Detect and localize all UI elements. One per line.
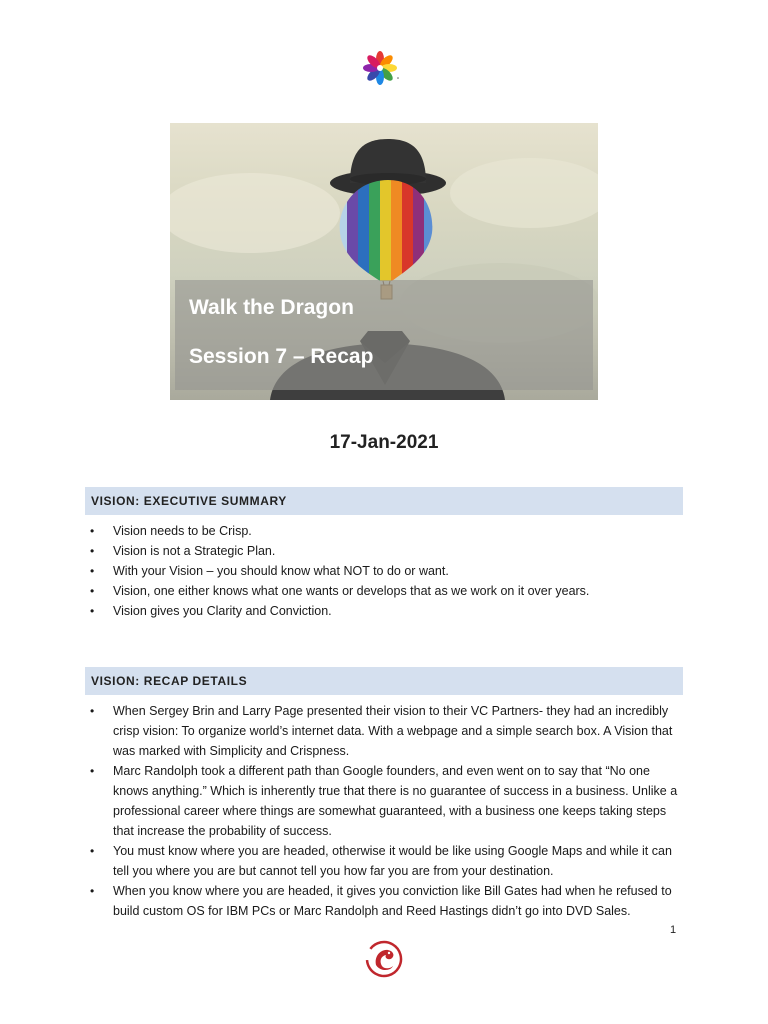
flower-logo-icon (362, 50, 402, 86)
list-item: • When Sergey Brin and Larry Page presented their vision to their VC Partners- they had an incredibly crisp vision: To organize world’s internet data. With a webpage and a simple search box. A Vision that was marked with Simplicity and Crispness. (88, 701, 678, 761)
hero-title: Walk the Dragon (189, 296, 354, 319)
recap-details-list (88, 701, 678, 921)
list-item: • When you know where you are headed, it gives you conviction like Bill Gates had when he refused to build custom OS for IBM PCs or Marc Randolph and Reed Hastings didn’t go into DVD Sales. (88, 881, 678, 921)
list-item: • Vision is not a Strategic Plan. (88, 541, 678, 561)
page-number: 1 (670, 924, 677, 936)
list-item: • Vision gives you Clarity and Conviction. (88, 601, 678, 621)
list-item: • Vision needs to be Crisp. (88, 521, 678, 541)
dragon-logo-icon (364, 939, 404, 979)
list-item: • Vision, one either knows what one wants or develops that as we work on it over years. (88, 581, 678, 601)
section-header-executive-summary: VISION: EXECUTIVE SUMMARY (85, 487, 683, 515)
executive-summary-list (88, 521, 678, 621)
list-item: • With your Vision – you should know what NOT to do or want. (88, 561, 678, 581)
hero-text-overlay (175, 280, 593, 390)
list-item: • Marc Randolph took a different path than Google founders, and even went on to say that “No one knows anything.” Which is inherently true that there is no guarantee of success in a business. Unlike a professional career where things are somewhat guaranteed, with a business one keeps taking steps that increase the probability of success. (88, 761, 678, 841)
hero-banner (170, 123, 598, 400)
document-date: 17-Jan-2021 (329, 432, 439, 453)
section-header-recap-details: VISION: RECAP DETAILS (85, 667, 683, 695)
hero-subtitle: Session 7 – Recap (189, 345, 374, 368)
list-item: • You must know where you are headed, otherwise it would be like using Google Maps and while it can tell you where you are but cannot tell you how far you are from your destination. (88, 841, 678, 881)
